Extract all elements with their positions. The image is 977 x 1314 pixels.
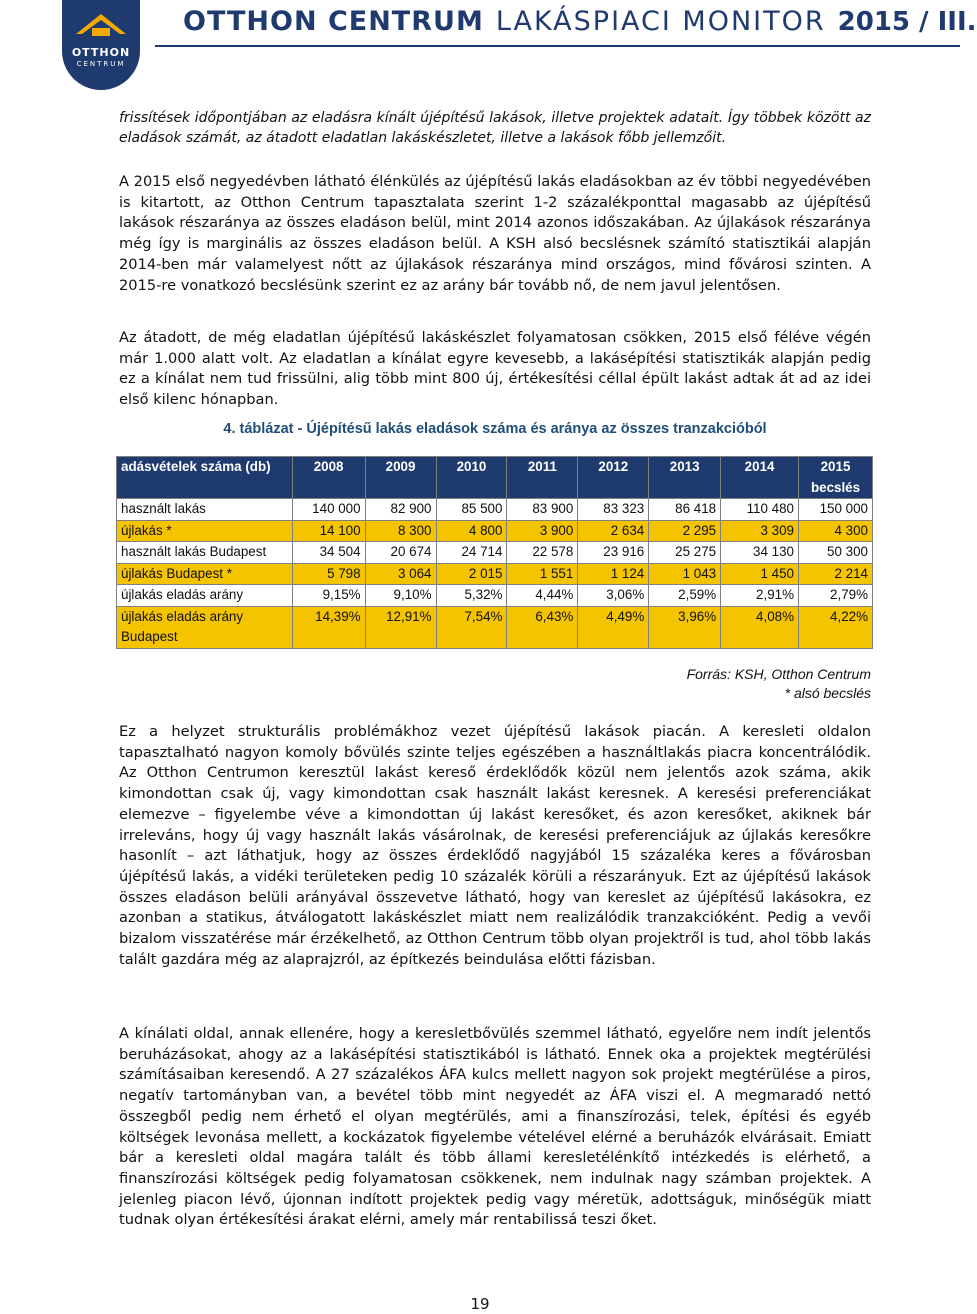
paragraph-1: A 2015 első negyedévben látható élénkülés az újépítésű lakás eladásokban az év többi negyedévében is kitartott, az Otthon Centrum tapasztalata szerint 1-2 százalékponttal magasabb az újépítésű lakások részaránya az összes eladáson belül, mint 2014 azonos időszakában. Az újlakások részaránya még így is marginális az összes eladáson belül. A KSH alsó becslésnek számító statisztikái alapján 2014-ben már valamelyest nőtt az újlakások részaránya mind országos, mind fővárosi szinten. A 2015-re vonatkozó becslésünk szerint ez az arány bár tovább nő, de nem javul jelentősen. (119, 173, 871, 294)
table-cell: 83 323 (578, 499, 649, 521)
table-cell: 4 300 (799, 520, 873, 542)
table-header-year: 2010 (436, 457, 507, 499)
table-cell: 4,49% (578, 606, 649, 648)
table-row (117, 585, 873, 607)
table-cell: 2 634 (578, 520, 649, 542)
table-cell: 3,96% (649, 606, 721, 648)
table-cell: 22 578 (507, 542, 578, 564)
table-cell: 24 714 (436, 542, 507, 564)
report-title (183, 6, 977, 37)
title-monitor: LAKÁSPIACI MONITOR (495, 6, 826, 37)
table-cell: 86 418 (649, 499, 721, 521)
table-cell: 4,22% (799, 606, 873, 648)
row-label: újlakás Budapest * (117, 563, 293, 585)
table-header-year: 2012 (578, 457, 649, 499)
table-cell: 83 900 (507, 499, 578, 521)
table-source (687, 665, 871, 703)
table-cell: 3 309 (721, 520, 799, 542)
table-header-year: 2015 becslés (799, 457, 873, 499)
otthon-centrum-logo (62, 0, 140, 90)
table-cell: 6,43% (507, 606, 578, 648)
table-cell: 1 124 (578, 563, 649, 585)
table-cell: 25 275 (649, 542, 721, 564)
row-label: használt lakás Budapest (117, 542, 293, 564)
table-cell: 1 043 (649, 563, 721, 585)
paragraph-2: Az átadott, de még eladatlan újépítésű lakáskészlet folyamatosan csökken, 2015 első féléve végén már 1.000 alatt volt. Az eladatlan a kínálat egyre kevesebb, a lakásépítési statisztikák alapján pedig ez a kínálat nem tud frissülni, alig több mint 800 új, értékesítési céllal épült lakást adtak át ad az idei első kilenc hónapban. (119, 329, 871, 409)
table-row (117, 606, 873, 648)
table-title: 4. táblázat - Újépítésű lakás eladások száma és aránya az összes tranzakcióból (223, 421, 767, 437)
table-cell: 5,32% (436, 585, 507, 607)
footnote-line: * alsó becslés (784, 685, 871, 701)
paragraph-3: Ez a helyzet strukturális problémákhoz vezet újépítésű lakások piacán. A keresleti oldalon tapasztalható nagyon komoly bővülés szinte teljes egészében a használtlakás piacra koncentrálódik. Az Otthon Centrumon keresztül lakást kereső érdeklődők közül nem jelentős azok száma, akik kimondottan csak új, vagy kimondottan csak használt lakást keresnek. A keresési preferenciákat elemezve – figyelembe véve a kimondottan új lakást keresőket, és azon keresőket, akiknek bár irreleváns, hogy új vagy használt lakás vásárolnak, de keresési preferenciájuk az újlakás keresőkre hasonlít – azt láthatjuk, hogy az összes érdeklődő nagyjából 15 százaléka keres a fővárosban újépítésű lakás, a vidéki területeken pedig 10 százalék körüli a részarányuk. Ezt az újépítésű lakások összes eladáson belüli arányával összevetve látható, hogy van kereslet az újépítésű lakásokra, ez azonban a statikus, átválogatott lakáskészlet miatt nem realizálódik tranzakcióként. Pedig a vevői bizalom visszatérése már érzékelhető, az Otthon Centrum több olyan projektről is tud, ahol több lakás talált gazdára még az alaprajzról, az építkezés beindulása előtti fázisban. (119, 723, 871, 968)
logo-brand-line2: CENTRUM (76, 60, 126, 68)
page-number: 19 (470, 1295, 490, 1313)
paragraph-4: A kínálati oldal, annak ellenére, hogy a keresletbővülés szemmel látható, egyelőre nem indít jelentős beruházásokat, ahogy az a lakásépítési statisztikából is látható. Ennek oka a projektek megtérülési számításaiban keresendő. A 27 százalékos ÁFA kulcs mellett nagyon sok projekt megtérülése a piros, negatív tartományban van, a bevétel több mint negyedét az ÁFA viszi el. A megmaradó nettó összegből pedig nem érhető el olyan megtérülés, ami a finanszírozási, telek, építési és egyéb költségek levonása mellett, a kockázatok figyelembe vételével elérné a beruházók elvárásait. Emiatt bár a keresleti oldal magára talált és több állami keresletélénkítő intézkedés is elérhető, a finanszírozási költségek pedig folyamatosan csökkenek, nem indulnak nagy számban projektek. A jelenleg piacon lévő, újonnan indított projektek pedig vagy méretük, adottságuk, minőségük miatt tudnak olyan értékesítési árakat elérni, amely már rentabilissá teszi őket. (119, 1025, 871, 1229)
table-cell: 3 064 (365, 563, 436, 585)
table-cell: 4 800 (436, 520, 507, 542)
page-header (0, 0, 977, 68)
table-cell: 82 900 (365, 499, 436, 521)
table-cell: 50 300 (799, 542, 873, 564)
row-label: újlakás eladás arány (117, 585, 293, 607)
table-cell: 14 100 (292, 520, 365, 542)
table-header-year: 2009 (365, 457, 436, 499)
table-cell: 8 300 (365, 520, 436, 542)
row-label: használt lakás (117, 499, 293, 521)
table-cell: 4,44% (507, 585, 578, 607)
table-header-year: 2014 (721, 457, 799, 499)
table-cell: 2 214 (799, 563, 873, 585)
table-cell: 3 900 (507, 520, 578, 542)
table-cell: 14,39% (292, 606, 365, 648)
table-row (117, 563, 873, 585)
table-cell: 20 674 (365, 542, 436, 564)
table-row (117, 542, 873, 564)
table-cell: 110 480 (721, 499, 799, 521)
table-cell: 5 798 (292, 563, 365, 585)
table-header-year: 2013 (649, 457, 721, 499)
table-header-year: 2011 (507, 457, 578, 499)
table-cell: 4,08% (721, 606, 799, 648)
table-row (117, 520, 873, 542)
table-cell: 2,91% (721, 585, 799, 607)
table-cell: 2 295 (649, 520, 721, 542)
intro-paragraph: frissítések időpontjában az eladásra kínált újépítésű lakások, illetve projektek adatait. Így többek között az eladások számát, az átadott eladatlan lakáskészletet, illetve a lakások főbb jellemzőit. (119, 110, 871, 146)
table-cell: 140 000 (292, 499, 365, 521)
table-row (117, 499, 873, 521)
table-cell: 150 000 (799, 499, 873, 521)
table-cell: 23 916 (578, 542, 649, 564)
logo-brand-line1: OTTHON (71, 46, 131, 59)
table-cell: 2,79% (799, 585, 873, 607)
table-cell: 2,59% (649, 585, 721, 607)
source-line: Forrás: KSH, Otthon Centrum (686, 666, 871, 682)
header-divider (155, 45, 960, 47)
house-roof-icon (74, 12, 128, 42)
table-header-year: 2008 (292, 457, 365, 499)
sales-table (116, 456, 873, 649)
table-cell: 9,10% (365, 585, 436, 607)
table-cell: 2 015 (436, 563, 507, 585)
row-label: újlakás * (117, 520, 293, 542)
table-cell: 12,91% (365, 606, 436, 648)
title-brand: OTTHON CENTRUM (183, 6, 484, 37)
table-cell: 85 500 (436, 499, 507, 521)
table-cell: 3,06% (578, 585, 649, 607)
table-header-label: adásvételek száma (db) (117, 457, 293, 499)
row-label: újlakás eladás arány Budapest (117, 606, 293, 648)
table-cell: 1 450 (721, 563, 799, 585)
title-issue: 2015 / III. (837, 7, 977, 37)
table-cell: 7,54% (436, 606, 507, 648)
table-cell: 1 551 (507, 563, 578, 585)
table-cell: 34 130 (721, 542, 799, 564)
table-cell: 9,15% (292, 585, 365, 607)
table-cell: 34 504 (292, 542, 365, 564)
table-header-row (117, 457, 873, 499)
